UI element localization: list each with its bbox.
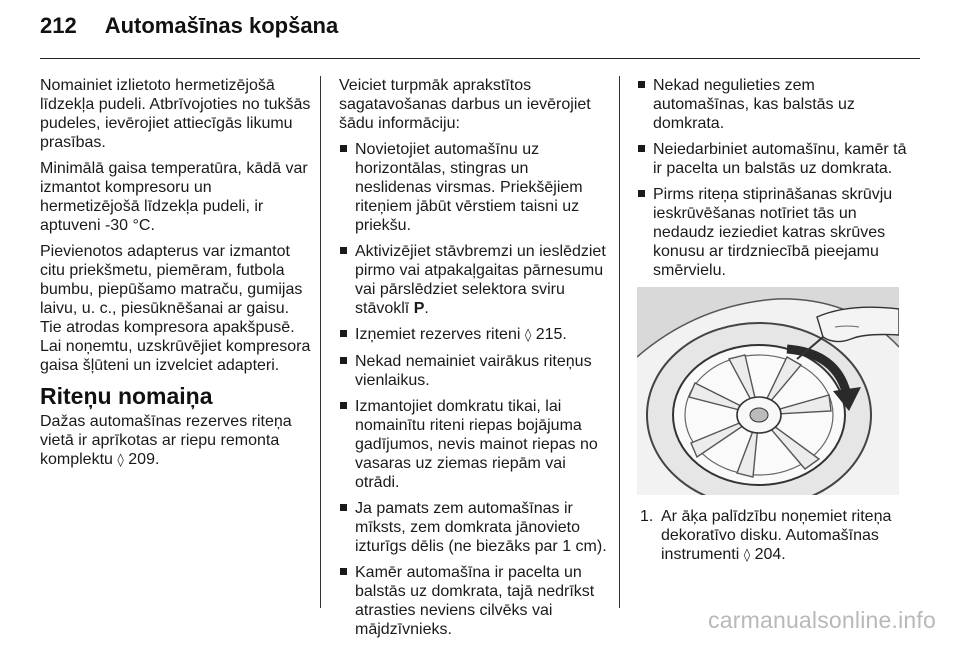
wheel-cover-illustration: [637, 287, 899, 495]
bullet-icon: [340, 330, 347, 337]
bullet-icon: [340, 568, 347, 575]
safety-list: [637, 76, 907, 280]
bullet-icon: [340, 402, 347, 409]
column-divider-2: [619, 76, 620, 608]
page-ref-link[interactable]: 209.: [128, 451, 160, 468]
column-2: [339, 76, 609, 646]
list-item: Novietojiet automašīnu uz horizontālas, stingras un neslidenas virsmas. Priekšējiem riteņiem jābūt vērstiem taisni uz priekšu.: [339, 140, 609, 235]
list-item: Aktivizējiet stāvbremzi un ieslēdziet pirmo vai atpakaļgaitas pārnesumu vai pārslēdziet selektora sviru stāvoklī P.: [339, 242, 609, 318]
selector-position: P: [413, 300, 425, 317]
column-divider-1: [320, 76, 321, 608]
bullet-icon: [340, 357, 347, 364]
page-ref-icon: ◊: [743, 548, 751, 563]
page-header: [40, 13, 338, 39]
wheel-cover-removal-icon: [637, 287, 899, 495]
list-item: Nekad negulieties zem automašīnas, kas balstās uz domkrata.: [637, 76, 907, 133]
page-ref-icon: ◊: [117, 453, 124, 468]
list-item: Pirms riteņa stiprināšanas skrūvju ieskrūvēšanas notīriet tās un nedaudz ieziediet katras skrūves konusu ar tirdzniecībā pieejamu smērvielu.: [637, 185, 907, 280]
page-ref-icon: ◊: [524, 328, 532, 343]
column-1: [40, 76, 312, 477]
bullet-icon: [340, 504, 347, 511]
list-item: Izmantojiet domkratu tikai, lai nomainītu riteni riepas bojājuma gadījumos, nevis mainot riepas no vasaras uz ziemas riepām vai otrādi.: [339, 397, 609, 492]
step-1: 1. Ar āķa palīdzību noņemiet riteņa dekoratīvo disku. Automašīnas instrumenti ◊ 204.: [640, 508, 892, 563]
paragraph-adapters: Pievienotos adapterus var izmantot citu priekšmetu, piemēram, futbola bumbu, piepūšamo matraču, gumijas laivu, u. c., piesūknēšanai ar gaisu. Tie atrodas kompresora apakšpusē. Lai noņemtu, uzskrūvējiet kompresora gaisa šļūteni un izvelciet adapteri.: [40, 243, 311, 374]
bullet-icon: [638, 190, 645, 197]
list-item: Kamēr automašīna ir pacelta un balstās uz domkrata, tajā nedrīkst atrasties neviens cilvēks vai mājdzīvnieks.: [339, 563, 609, 639]
list-item: Izņemiet rezerves riteni ◊ 215.: [339, 325, 609, 345]
header-rule: [40, 58, 920, 59]
step-number: 1.: [640, 508, 654, 525]
bullet-icon: [638, 81, 645, 88]
list-item: Ja pamats zem automašīnas ir mīksts, zem domkrata jānovieto izturīgs dēlis (ne biezāks par 1 cm).: [339, 499, 609, 556]
bullet-icon: [340, 247, 347, 254]
page-title: Automašīnas kopšana: [104, 13, 339, 38]
paragraph-bottle: Nomainiet izlietoto hermetizējošā līdzekļa pudeli. Atbrīvojoties no tukšās pudeles, ievērojiet attiecīgās likumu prasības.: [40, 77, 311, 151]
page-ref-link[interactable]: 204.: [754, 546, 786, 563]
page-number: 212: [40, 13, 77, 38]
bullet-icon: [638, 145, 645, 152]
preparation-list: [339, 140, 609, 639]
page-ref-link[interactable]: 215.: [535, 326, 567, 343]
preparation-intro: Veiciet turpmāk aprakstītos sagatavošanas darbus un ievērojiet šādu informāciju:: [339, 77, 591, 132]
watermark: carmanualsonline.info: [708, 607, 936, 633]
list-item: Neiedarbiniet automašīnu, kamēr tā ir pacelta un balstās uz domkrata.: [637, 140, 907, 178]
bullet-icon: [340, 145, 347, 152]
column-3: [637, 76, 907, 565]
list-item: Nekad nemainiet vairākus riteņus vienlaikus.: [339, 352, 609, 390]
section-heading: Riteņu nomaiņa: [40, 383, 213, 409]
paragraph-temperature: Minimālā gaisa temperatūra, kādā var izmantot kompresoru un hermetizējošā līdzekļa pudeli, ir aptuveni -30 °C.: [40, 160, 308, 234]
section-intro: Dažas automašīnas rezerves riteņa vietā ir aprīkotas ar riepu remonta komplektu ◊ 209.: [40, 413, 292, 468]
